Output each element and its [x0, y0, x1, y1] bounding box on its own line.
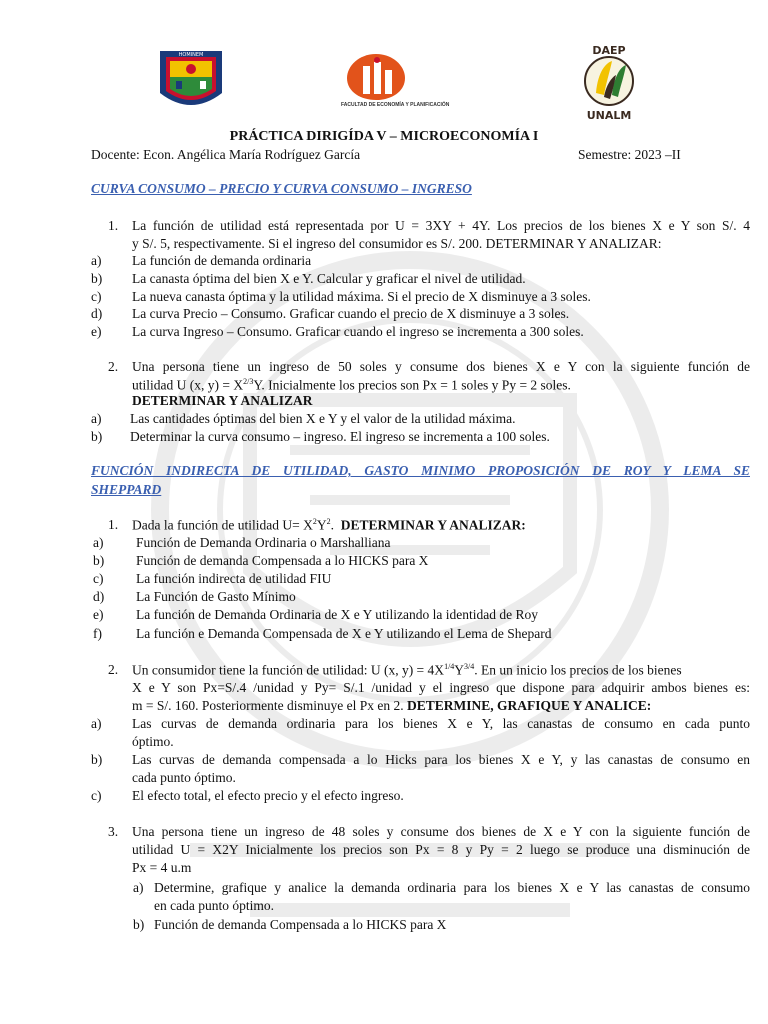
list-item: Determine, grafique y analice la demanda ordinaria para los bienes X e Y las canastas de consumo — [154, 880, 750, 895]
item-label: f) — [93, 626, 102, 641]
question-number: 2. — [108, 359, 119, 374]
svg-text:HOMINEM: HOMINEM — [178, 52, 204, 58]
page-title: PRÁCTICA DIRIGÍDA V – MICROECONOMÍA I — [229, 129, 539, 144]
list-item: Función de demanda Compensada a lo HICKS para X — [136, 553, 429, 568]
list-item: La función indirecta de utilidad FIU — [136, 571, 332, 586]
item-label: a) — [91, 716, 102, 731]
question-text: Dada la función de utilidad $U= X^2Y^2$. DETERMINAR Y ANALIZAR: — [132, 517, 526, 533]
faculty-name: FACULTAD DE ECONOMÍA Y PLANIFICACIÓN — [341, 102, 450, 108]
item-label: e) — [93, 607, 104, 622]
item-label: a) — [91, 253, 102, 268]
question-text: m = S/. 160. Posteriormente disminuye el Px en 2. DETERMINE, GRAFIQUE Y ANALICE: — [132, 698, 652, 713]
section-title-consumo: CURVA CONSUMO – PRECIO Y CURVA CONSUMO – INGRESO — [91, 181, 472, 196]
item-label: d) — [93, 589, 105, 604]
list-item: Función de Demanda Ordinaria o Marshalliana — [136, 535, 391, 550]
question-text: X e Y son Px=S/.4 /unidad y Py= S/.1 /unidad y el ingreso que dispone para adquirir ambos bienes es: — [132, 680, 750, 695]
item-label: b) — [91, 271, 103, 286]
semestre-line: Semestre: 2023 –II — [578, 147, 681, 162]
question-text: y S/. 5, respectivamente. Si el ingreso del consumidor es S/. 200. DETERMINAR Y ANALIZAR: — [132, 236, 662, 251]
list-item: Función de demanda Compensada a lo HICKS para X — [154, 917, 447, 932]
item-label: a) — [91, 411, 102, 426]
item-label: c) — [91, 788, 102, 803]
list-item: Las curvas de demanda compensada a lo Hicks para los bienes X e Y, y las canastas de consumo en — [132, 752, 750, 767]
list-item: La canasta óptima del bien X e Y. Calcular y graficar el nivel de utilidad. — [132, 271, 526, 286]
list-item-cont: cada punto óptimo. — [132, 770, 236, 785]
item-label: b) — [91, 752, 103, 767]
daep-unalm-logo-icon — [566, 41, 652, 121]
list-item: Las curvas de demanda ordinaria para los bienes X e Y, las canastas de consumo en cada punto — [132, 716, 750, 731]
question-text: Una persona tiene un ingreso de 50 soles y consume dos bienes X e Y con la siguiente función de — [132, 359, 750, 374]
section-title-funcion: FUNCIÓN INDIRECTA DE UTILIDAD, GASTO MINIMO PROPOSICIÓN DE ROY Y LEMA SE — [91, 463, 750, 478]
section-title-funcion-cont: SHEPPARD — [91, 482, 162, 497]
list-item: La nueva canasta óptima y la utilidad máxima. Si el precio de X disminuye a 3 soles. — [132, 289, 591, 304]
item-label: d) — [91, 306, 103, 321]
list-item: La curva Precio – Consumo. Graficar cuando el precio de X disminuye a 3 soles. — [132, 306, 570, 321]
question-text: La función de utilidad está representada por U = 3XY + 4Y. Los precios de los bienes X e Y son S/. 4 — [132, 218, 750, 233]
question-number: 1. — [108, 517, 119, 532]
question-text: Un consumidor tiene la función de utilidad: U (x, $y) = 4X^{1/4}Y^{3/4}$. En un inicio los precios de los bienes — [132, 662, 682, 678]
university-crest-icon — [156, 47, 226, 115]
list-item: La curva Ingreso – Consumo. Graficar cuando el ingreso se incrementa a 300 soles. — [132, 324, 584, 339]
item-label: b) — [133, 917, 145, 932]
list-item: La función e Demanda Compensada de X e Y utilizando el Lema de Shepard — [136, 626, 552, 641]
list-item: Determinar la curva consumo – ingreso. El ingreso se incrementa a 100 soles. — [130, 429, 550, 444]
item-label: b) — [91, 429, 103, 444]
question-number: 3. — [108, 824, 119, 839]
item-label: a) — [133, 880, 144, 895]
item-label: c) — [93, 571, 104, 586]
question-number: 2. — [108, 662, 119, 677]
question-number: 1. — [108, 218, 119, 233]
list-item: La función de Demanda Ordinaria de X e Y utilizando la identidad de Roy — [136, 607, 538, 622]
docente-line: Docente: Econ. Angélica María Rodríguez García — [91, 147, 361, 162]
item-label: c) — [91, 289, 102, 304]
item-label: a) — [93, 535, 104, 550]
list-item: La función de demanda ordinaria — [132, 253, 312, 268]
list-item-cont: en cada punto óptimo. — [154, 898, 274, 913]
question-text: Px = 4 u.m — [132, 860, 192, 875]
svg-text:DAEP: DAEP — [592, 44, 626, 57]
svg-text:UNALM: UNALM — [586, 109, 632, 121]
list-item: Las cantidades óptimas del bien X e Y y el valor de la utilidad máxima. — [130, 411, 516, 426]
item-label: b) — [93, 553, 105, 568]
question-text: Una persona tiene un ingreso de 48 soles y consume dos bienes de X e Y con la siguiente función de — [132, 824, 750, 839]
list-item: La Función de Gasto Mínimo — [136, 589, 296, 604]
question-text: utilidad U = X2Y Inicialmente los precios son Px = 8 y Py = 2 luego se produce una disminución de — [132, 842, 750, 857]
list-item: El efecto total, el efecto precio y el efecto ingreso. — [132, 788, 404, 803]
faculty-logo — [341, 52, 451, 118]
item-label: e) — [91, 324, 102, 339]
question-heading: DETERMINAR Y ANALIZAR — [132, 393, 313, 408]
question-text: utilidad U (x, $y) = X^{2/3}Y$. Inicialmente los precios son Px = 1 soles y Py = 2 soles. — [132, 377, 571, 393]
faculty-logo-icon — [341, 52, 411, 102]
list-item-cont: óptimo. — [132, 734, 174, 749]
